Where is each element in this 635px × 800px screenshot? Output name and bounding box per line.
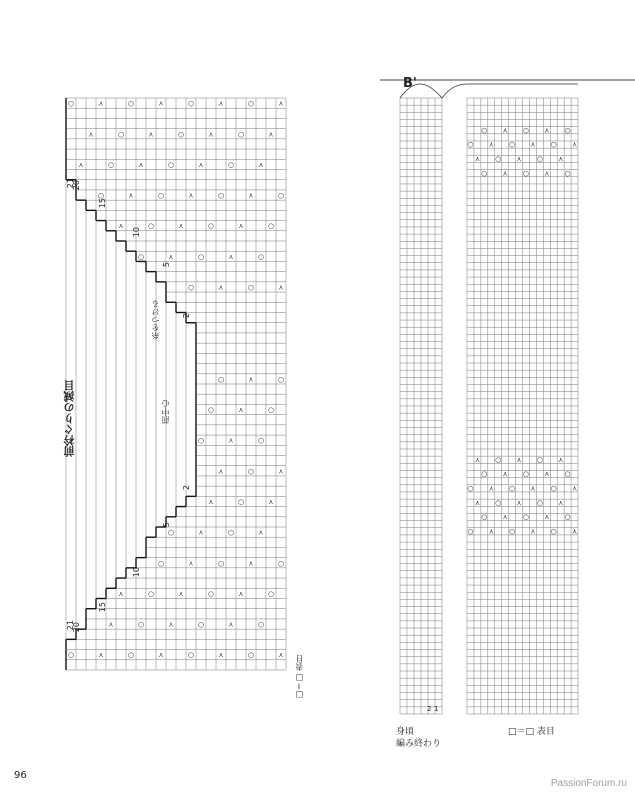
stitch-symbol: ○ (157, 191, 165, 200)
stitch-symbol: ⋏ (516, 155, 522, 164)
stitch-symbol: ⋏ (258, 160, 264, 169)
stitch-symbol: ⋏ (238, 406, 244, 415)
stitch-symbol: ○ (564, 126, 571, 135)
stitch-symbol: ○ (467, 527, 474, 536)
stitch-symbol: ○ (247, 283, 255, 292)
stitch-symbol: ⋏ (158, 651, 164, 660)
stitch-symbol: ⋏ (118, 222, 124, 231)
stitch-symbol: ⋏ (530, 527, 536, 536)
stitch-symbol: ○ (247, 99, 255, 108)
stitch-symbol: ○ (107, 160, 115, 169)
stitch-symbol: ○ (550, 527, 557, 536)
stitch-symbol: ⋏ (278, 651, 284, 660)
left-row-2-center: 2 (182, 313, 191, 319)
stitch-symbol: ⋏ (78, 160, 84, 169)
stitch-symbol: ⋏ (98, 651, 104, 660)
stitch-symbol: ⋏ (278, 283, 284, 292)
stitch-symbol: ⋏ (238, 589, 244, 598)
stitch-symbol: ○ (550, 140, 557, 149)
stitch-symbol: ⋏ (516, 455, 522, 464)
stitch-symbol: ○ (147, 589, 155, 598)
body-label: 身頃 (396, 727, 415, 737)
stitch-symbol: ⋏ (278, 467, 284, 476)
left-row-5-b: 5 (162, 522, 171, 528)
stitch-symbol: ○ (207, 222, 215, 231)
stitch-symbol: ○ (536, 155, 543, 164)
stitch-symbol: ⋏ (502, 169, 508, 178)
stitch-symbol: ○ (167, 160, 175, 169)
left-row-10: 10 (132, 227, 141, 238)
stitch-symbol: ○ (167, 528, 175, 537)
stitch-symbol: ⋏ (188, 559, 194, 568)
stitch-symbol: ⋏ (571, 140, 578, 149)
stitch-symbol: ⋏ (544, 169, 550, 178)
section-b-prime: B' (403, 76, 417, 91)
stitch-symbol: ⋏ (98, 99, 104, 108)
stitch-symbol: ○ (67, 99, 75, 108)
stitch-symbol: ○ (481, 126, 488, 135)
stitch-symbol: ○ (550, 484, 557, 493)
stitch-symbol: ○ (227, 160, 235, 169)
stitch-symbol: ○ (137, 252, 145, 261)
stitch-symbol: ○ (495, 498, 502, 507)
stitch-symbol: ○ (177, 130, 185, 139)
stitch-symbol: ○ (137, 620, 145, 629)
left-row-10-b: 10 (132, 567, 141, 578)
stitch-symbol: ○ (267, 222, 275, 231)
stitch-symbol: ○ (247, 467, 255, 476)
left-row-21: 21 (66, 178, 75, 189)
col-number-1: 1 (434, 705, 439, 713)
stitch-symbol: ○ (509, 140, 516, 149)
stitch-symbol: ⋏ (118, 589, 124, 598)
stitch-symbol: ⋏ (248, 559, 254, 568)
stitch-symbol: ○ (197, 620, 205, 629)
stitch-symbol: ⋏ (218, 467, 224, 476)
stitch-symbol: ○ (157, 559, 165, 568)
center-front-label: 前中心 (161, 400, 170, 424)
stitch-symbol: ⋏ (544, 470, 550, 479)
stitch-symbol: ⋏ (148, 130, 154, 139)
stitch-symbol: ⋏ (502, 513, 508, 522)
stitch-symbol: ○ (564, 470, 571, 479)
stitch-symbol: ⋏ (208, 130, 214, 139)
stitch-symbol: ○ (227, 528, 235, 537)
stitch-symbol: ⋏ (502, 470, 508, 479)
stitch-symbol: ⋏ (258, 528, 264, 537)
stitch-symbol: ○ (277, 375, 285, 384)
watermark: PassionForum.ru (550, 778, 627, 789)
left-row-20: 20 (72, 180, 81, 191)
stitch-symbol: ○ (237, 498, 245, 507)
stitch-symbol: ⋏ (558, 455, 564, 464)
stitch-symbol: ⋏ (571, 527, 578, 536)
stitch-symbol: ⋏ (544, 513, 550, 522)
stitch-symbol: ○ (127, 99, 135, 108)
stitch-symbol: ○ (522, 513, 530, 522)
stitch-symbol: ⋏ (502, 126, 508, 135)
stitch-symbol: ○ (495, 455, 502, 464)
stitch-symbol: ○ (97, 191, 105, 200)
stitch-symbol: ○ (481, 470, 488, 479)
stitch-symbol: ○ (117, 130, 125, 139)
stitch-symbol: ⋏ (168, 252, 174, 261)
stitch-symbol: ○ (207, 589, 215, 598)
stitch-symbol: ⋏ (558, 498, 564, 507)
stitch-symbol: ⋏ (128, 191, 134, 200)
stitch-symbol: ○ (522, 169, 530, 178)
stitch-symbol: ⋏ (544, 126, 550, 135)
stitch-symbol: ○ (207, 406, 215, 415)
left-row-21-b: 21 (66, 620, 75, 631)
stitch-symbol: ⋏ (248, 375, 254, 384)
stitch-symbol: ⋏ (178, 222, 184, 231)
stitch-symbol: ⋏ (488, 527, 494, 536)
stitch-symbol: ○ (187, 99, 195, 108)
stitch-symbol: ○ (247, 651, 255, 660)
stitch-symbol: ○ (522, 470, 530, 479)
stitch-symbol: ⋏ (228, 436, 234, 445)
stitch-symbol: ○ (509, 527, 516, 536)
stitch-symbol: ⋏ (218, 99, 224, 108)
stitch-symbol: ⋏ (268, 498, 274, 507)
stitch-symbol: ○ (127, 651, 135, 660)
stitch-symbol: ○ (481, 513, 488, 522)
stitch-symbol: ○ (564, 169, 571, 178)
page-number: 96 (14, 770, 27, 781)
stitch-symbol: ⋏ (268, 130, 274, 139)
stitch-symbol: ⋏ (530, 484, 536, 493)
stitch-symbol: ⋏ (488, 484, 494, 493)
stitch-symbol: ⋏ (168, 620, 174, 629)
stitch-symbol: ⋏ (158, 99, 164, 108)
stitch-symbol: ⋏ (228, 252, 234, 261)
left-row-20-b: 20 (72, 622, 81, 633)
stitch-symbol: ⋏ (88, 130, 94, 139)
left-legend: □＝□ 表目 (295, 655, 304, 700)
stitch-symbol: ○ (197, 252, 205, 261)
left-chart-title: 前衿ぐりの減目 (63, 380, 76, 457)
stitch-symbol: ○ (197, 436, 205, 445)
stitch-symbol: ⋏ (474, 498, 480, 507)
stitch-symbol: ⋏ (474, 155, 480, 164)
stitch-symbol: ○ (564, 513, 571, 522)
stitch-symbol: ○ (536, 455, 543, 464)
stitch-symbol: ○ (257, 620, 265, 629)
stitch-symbol: ⋏ (138, 160, 144, 169)
left-row-15: 15 (98, 198, 107, 209)
col-number-2: 2 (427, 705, 432, 713)
stitch-symbol: ○ (237, 130, 245, 139)
stitch-symbol: ⋏ (488, 140, 494, 149)
stitch-symbol: ⋏ (218, 283, 224, 292)
stitch-symbol: ⋏ (198, 528, 204, 537)
stitch-symbol: ⋏ (571, 484, 578, 493)
stitch-symbol: ○ (509, 484, 516, 493)
stitch-symbol: ○ (495, 155, 502, 164)
stitch-symbol: ○ (67, 651, 75, 660)
stitch-symbol: ○ (467, 140, 474, 149)
attach-yarn-label: 糸をつける (151, 300, 160, 340)
stitch-symbol: ⋏ (198, 160, 204, 169)
left-row-2-b: 2 (182, 485, 191, 491)
stitch-symbol: ⋏ (188, 191, 194, 200)
stitch-symbol: ⋏ (248, 191, 254, 200)
stitch-symbol: ○ (467, 484, 474, 493)
right-legend: □＝□ 表目 (508, 727, 555, 737)
stitch-symbol: ○ (217, 375, 225, 384)
stitch-symbol: ⋏ (218, 651, 224, 660)
left-row-5: 5 (162, 262, 171, 268)
stitch-symbol: ⋏ (178, 589, 184, 598)
stitch-symbol: ⋏ (108, 620, 114, 629)
stitch-symbol: ○ (257, 252, 265, 261)
stitch-symbol: ○ (257, 436, 265, 445)
stitch-symbol: ○ (187, 651, 195, 660)
stitch-symbol: ○ (277, 191, 285, 200)
bind-off-label: 編み終わり (396, 739, 442, 749)
stitch-symbol: ○ (187, 283, 195, 292)
stitch-symbol: ⋏ (208, 498, 214, 507)
stitch-symbol: ○ (277, 559, 285, 568)
left-row-15-b: 15 (98, 602, 107, 613)
stitch-symbol: ○ (147, 222, 155, 231)
stitch-symbol: ⋏ (558, 155, 564, 164)
left-chart-grid (66, 98, 286, 670)
stitch-symbol: ○ (522, 126, 530, 135)
stitch-symbol: ○ (217, 191, 225, 200)
stitch-symbol: ○ (267, 406, 275, 415)
stitch-symbol: ⋏ (238, 222, 244, 231)
stitch-symbol: ⋏ (474, 455, 480, 464)
stitch-symbol: ⋏ (228, 620, 234, 629)
stitch-symbol: ○ (267, 589, 275, 598)
stitch-symbol: ⋏ (530, 140, 536, 149)
stitch-symbol: ○ (481, 169, 488, 178)
stitch-symbol: ○ (536, 498, 543, 507)
stitch-symbol: ⋏ (278, 99, 284, 108)
stitch-symbol: ○ (217, 559, 225, 568)
stitch-symbol: ⋏ (516, 498, 522, 507)
section-bracket (400, 84, 578, 98)
right-chart-grid (400, 84, 578, 714)
